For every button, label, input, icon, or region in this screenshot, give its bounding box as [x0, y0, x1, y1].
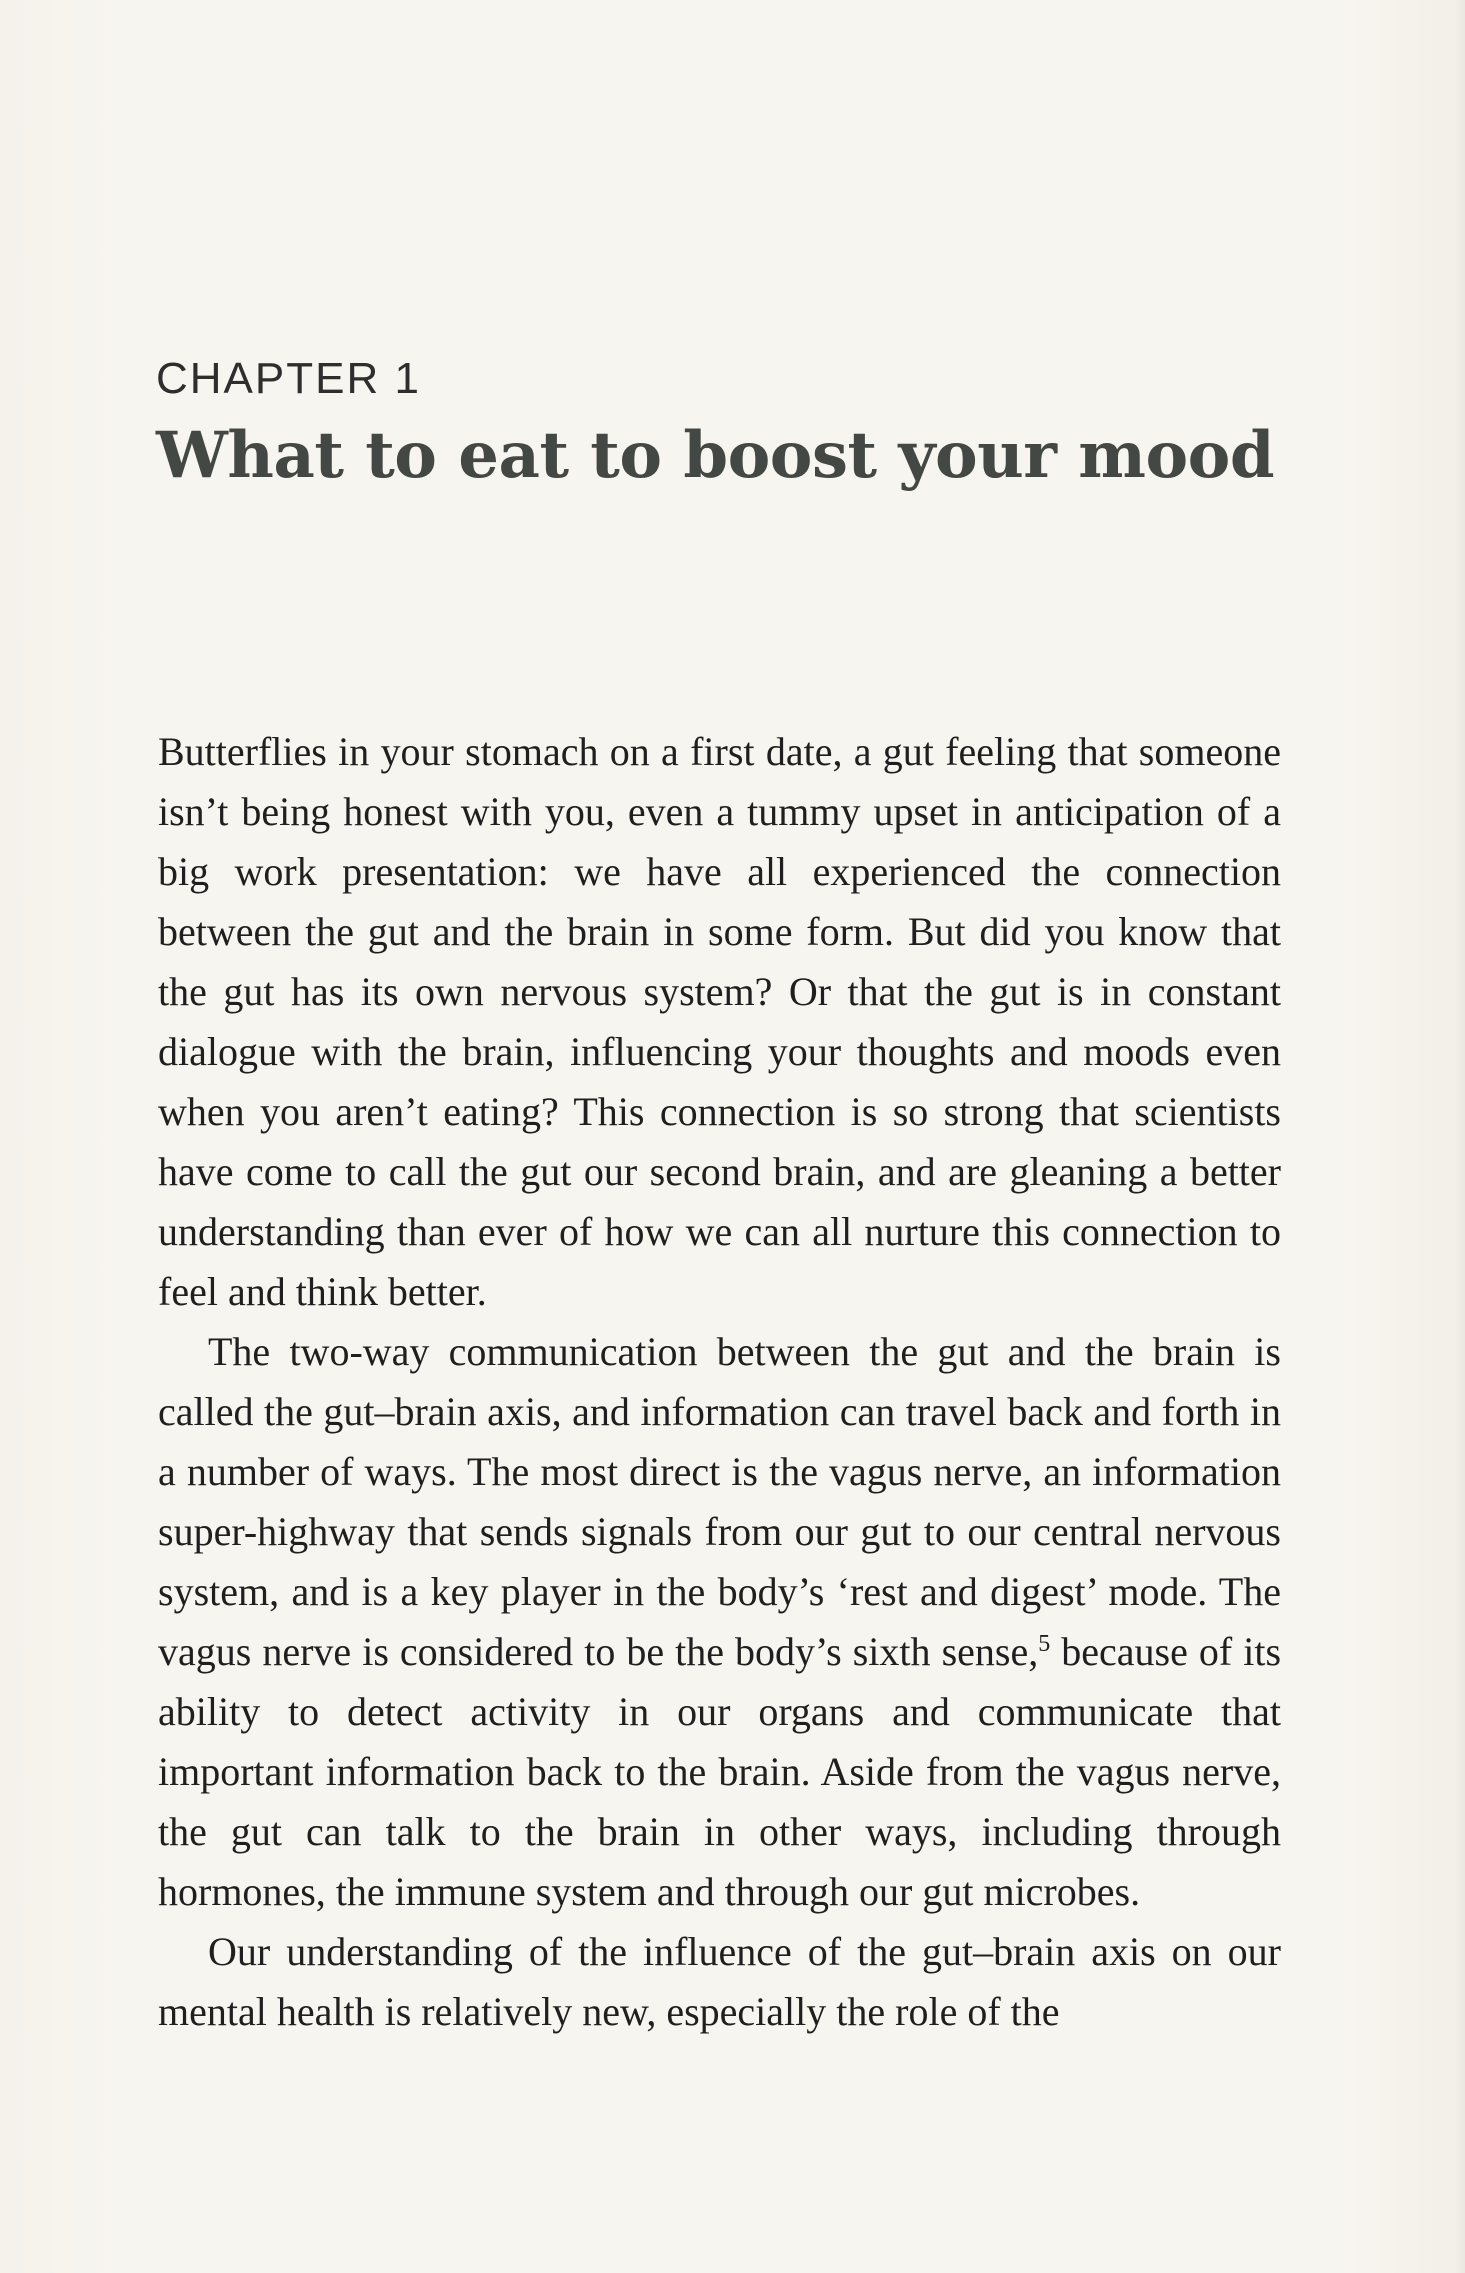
footnote-reference: 5: [1038, 1631, 1051, 1657]
chapter-label: CHAPTER 1: [156, 354, 421, 403]
body-text: [158, 722, 1281, 2042]
paragraph-1: Butterflies in your stomach on a first date, a gut feeling that someone isn’t being honest with you, even a tummy upset in anticipation of a big work presentation: we have all experienced the connection between the gut and the brain in some form. But did you know that the gut has its own nervous system? Or that the gut is in constant dialogue with the brain, influencing your thoughts and moods even when you aren’t eating? This connection is so strong that scientists have come to call the gut our second brain, and are gleaning a better understanding than ever of how we can all nurture this connection to feel and think better.: [158, 729, 1281, 1314]
paragraph-3: Our understanding of the influence of the gut–brain axis on our mental health is relatively new, especially the role of the: [158, 1929, 1281, 2034]
page-edge-shadow: [1455, 0, 1465, 2273]
paragraph-2-text-end: because of its ability to detect activity in our organs and communicate that important information back to the brain. Aside from the vagus nerve, the gut can talk to the brain in other ways, including through hormones, the immune system and through our gut microbes.: [158, 1629, 1282, 1914]
paragraph-2: [158, 1322, 1281, 1922]
chapter-title: What to eat to boost your mood: [156, 418, 1275, 493]
paragraph-2-text-start: The two-way communication between the gut and the brain is called the gut–brain axis, and information can travel back and forth in a number of ways. The most direct is the vagus nerve, an information super-highway that sends signals from our gut to our central nervous system, and is a key player in the body’s ‘rest and digest’ mode. The vagus nerve is considered to be the body’s sixth sense,: [158, 1329, 1281, 1674]
